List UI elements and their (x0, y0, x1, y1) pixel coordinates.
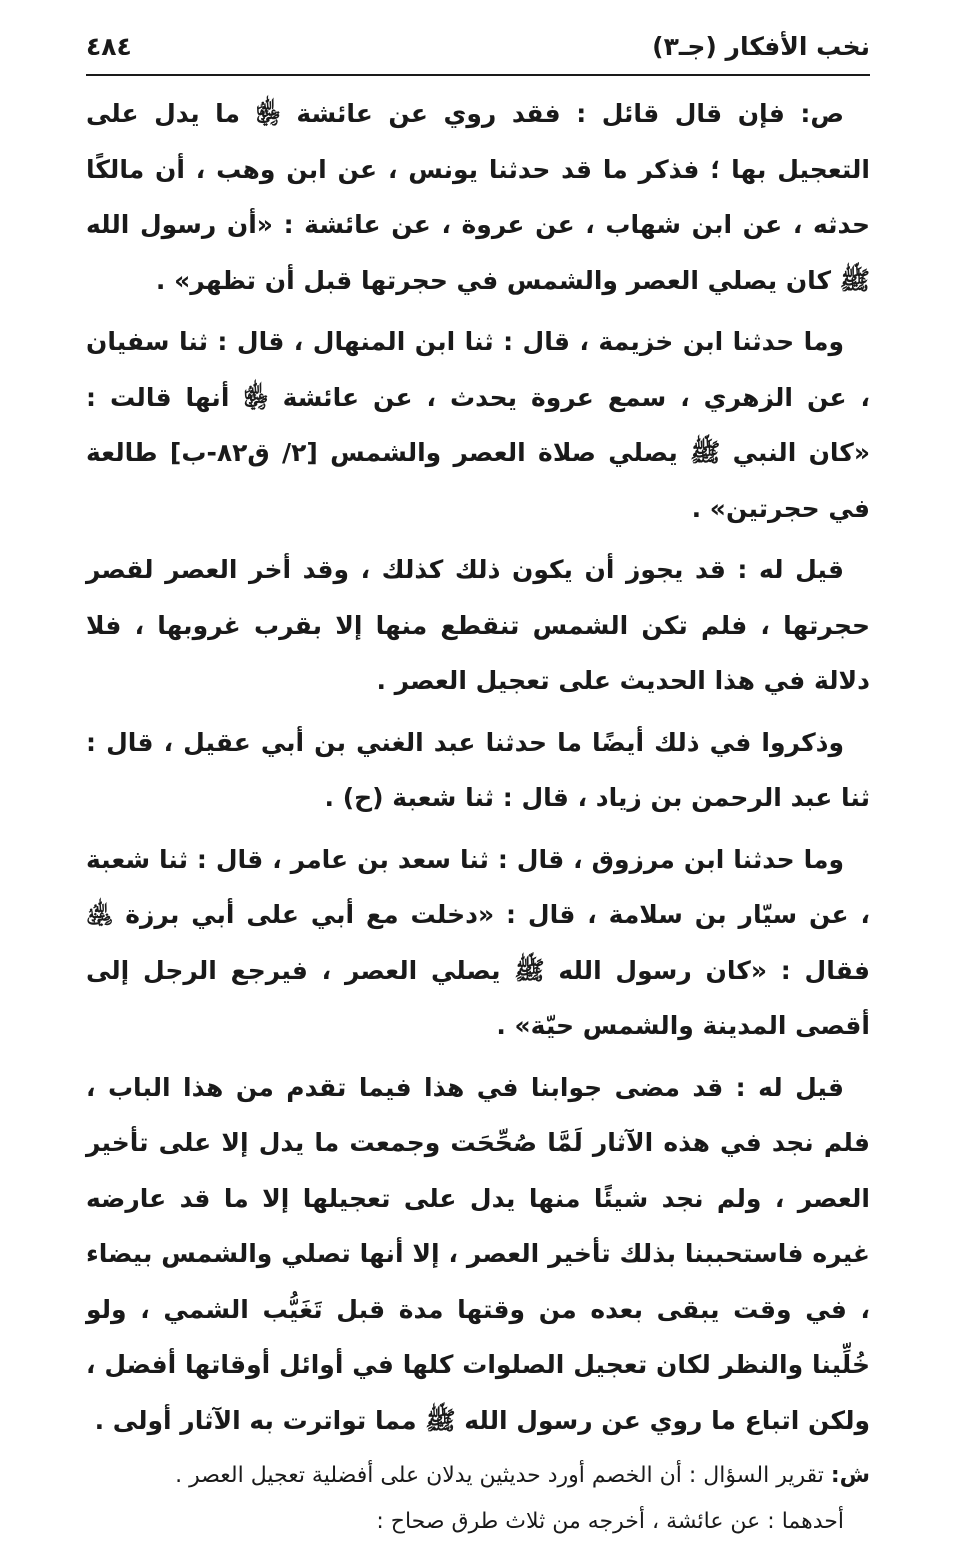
paragraph (86, 832, 870, 1054)
section-marker: ص: (800, 99, 844, 128)
page-body (86, 86, 870, 1546)
paragraph (86, 542, 870, 709)
paragraph-text: قيل له : قد يجوز أن يكون ذلك كذلك ، وقد أخر العصر لقصر حجرتها ، فلم تكن الشمس تنقطع منها إلا بقرب غروبها ، فلا دلالة في هذا الحديث على تعجيل العصر . (86, 555, 870, 695)
paragraph (86, 86, 870, 308)
commentary-paragraph (86, 1454, 870, 1498)
paragraph-text: وما حدثنا ابن خزيمة ، قال : ثنا ابن المنهال ، قال : ثنا سفيان ، عن الزهري ، سمع عروة يحدث ، عن عائشة ﵂ أنها قالت : «كان النبي ﷺ يصلي صلاة العصر والشمس [٢/ ق٨٢-ب] طالعة في حجرتين» . (86, 327, 870, 523)
commentary-paragraph (86, 1500, 870, 1544)
page-header (86, 22, 870, 70)
paragraph-text: قيل له : قد مضى جوابنا في هذا فيما تقدم من هذا الباب ، فلم نجد في هذه الآثار لَمَّا صُحِّحَت وجمعت ما يدل إلا على تأخير العصر ، ولم نجد شيئًا منها يدل على تعجيلها إلا ما قد عارضه غيره فاستحببنا بذلك تأخير العصر ، إلا أنها تصلي والشمس بيضاء ، في وقت يبقى بعده من وقتها مدة قبل تَغَيُّب الشمي ، ولو خُلِّينا والنظر لكان تعجيل الصلوات كلها في أوائل أوقاتها أفضل ، ولكن اتباع ما روي عن رسول الله ﷺ مما تواترت به الآثار أولى . (86, 1072, 870, 1435)
paragraph (86, 314, 870, 536)
paragraph (86, 1060, 870, 1449)
commentary-marker: ش: (830, 1463, 870, 1488)
page-number: ٤٨٤ (86, 31, 132, 61)
header-rule (86, 74, 870, 76)
paragraph-text: وذكروا في ذلك أيضًا ما حدثنا عبد الغني بن أبي عقيل ، قال : ثنا عبد الرحمن بن زياد ، قال : ثنا شعبة (ح) . (86, 727, 870, 812)
paragraph-text: وما حدثنا ابن مرزوق ، قال : ثنا سعد بن عامر ، قال : ثنا شعبة ، عن سيّار بن سلامة ، قال : «دخلت مع أبي على أبي برزة ﵁ فقال : «كان رسول الله ﷺ يصلي العصر ، فيرجع الرجل إلى أقصى المدينة والشمس حيّة» . (86, 844, 870, 1040)
book-title: نخب الأفكار (جـ٣) (652, 31, 870, 61)
commentary-text: أحدهما : عن عائشة ، أخرجه من ثلاث طرق صحاح : (376, 1509, 844, 1534)
paragraph-text: فإن قال قائل : فقد روي عن عائشة ﵂ ما يدل على التعجيل بها ؛ فذكر ما قد حدثنا يونس ، عن ابن وهب ، أن مالكًا حدثه ، عن ابن شهاب ، عن عروة ، عن عائشة : «أن رسول الله ﷺ كان يصلي العصر والشمس في حجرتها قبل أن تظهر» . (86, 99, 870, 295)
commentary-text: تقرير السؤال : أن الخصم أورد حديثين يدلان على أفضلية تعجيل العصر . (175, 1463, 831, 1488)
paragraph (86, 715, 870, 826)
